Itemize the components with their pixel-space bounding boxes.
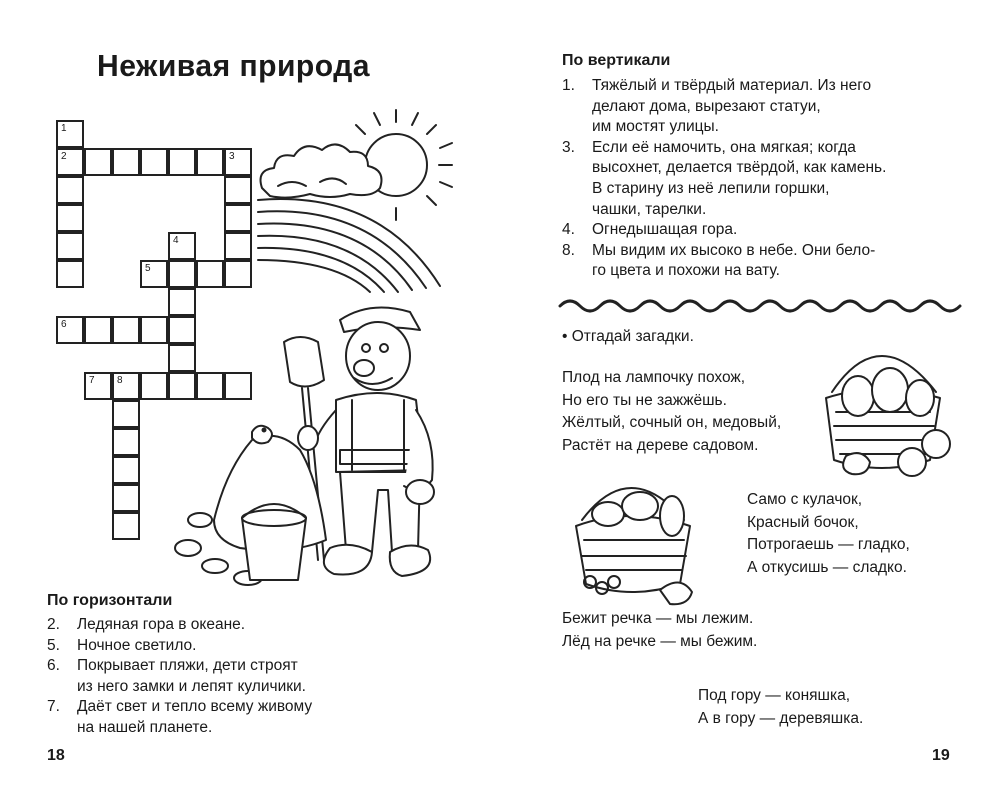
clue-number: 3.: [562, 138, 575, 156]
clue-text: из него замки и лепят куличики.: [77, 677, 306, 695]
clue-number: 5.: [47, 636, 60, 654]
crossword-cell[interactable]: [56, 260, 84, 288]
crossword-cell[interactable]: [168, 232, 196, 260]
crossword-cell[interactable]: [140, 148, 168, 176]
riddle-line: Лёд на речке — мы бежим.: [562, 632, 758, 650]
riddle-line: Бежит речка — мы лежим.: [562, 610, 754, 627]
riddle-line: Потрогаешь — гладко,: [747, 536, 910, 553]
crossword-cell[interactable]: [112, 456, 140, 484]
down-clues: [562, 76, 962, 282]
riddle-pear: [562, 367, 781, 457]
crossword-cell[interactable]: [112, 148, 140, 176]
clue-text: высохнет, делается твёрдой, как камень.: [592, 159, 887, 177]
crossword-cell[interactable]: [196, 148, 224, 176]
cell-number: 8: [117, 375, 123, 386]
clue-text: Даёт свет и тепло всему живому: [77, 698, 313, 716]
crossword-cell[interactable]: [112, 428, 140, 456]
clue-number: 2.: [47, 616, 60, 633]
riddle-line: Само с кулачок,: [747, 491, 863, 508]
crossword-cell[interactable]: [112, 484, 140, 512]
clue-text: на нашей планете.: [77, 718, 213, 736]
clue-item: [562, 241, 962, 282]
clue-item: [562, 220, 962, 241]
riddle-line: Жёлтый, сочный он, медовый,: [562, 414, 782, 431]
crossword-cell[interactable]: [196, 372, 224, 400]
clue-text: им мостят улицы.: [592, 118, 719, 136]
crossword-cell[interactable]: [112, 400, 140, 428]
clue-text: делают дома, вырезают статуи,: [592, 97, 821, 115]
clue-number: 1.: [562, 77, 575, 94]
crossword-cell[interactable]: [56, 316, 84, 344]
crossword-cell[interactable]: [140, 316, 168, 344]
riddle-line: А в гору — деревяшка.: [698, 709, 864, 727]
cell-number: 3: [229, 151, 235, 162]
page-number-right: 19: [932, 747, 950, 764]
crossword-cell[interactable]: [84, 372, 112, 400]
clue-text: Покрывает пляжи, дети строят: [77, 657, 298, 675]
task-instruction: • Отгадай загадки.: [562, 328, 694, 345]
riddle-line: Красный бочок,: [747, 513, 859, 531]
crossword-cell[interactable]: [56, 148, 84, 176]
clue-item: [562, 138, 962, 220]
crossword-cell[interactable]: [168, 288, 196, 316]
crossword-cell[interactable]: [84, 148, 112, 176]
clue-number: 4.: [562, 221, 575, 239]
crossword-cell[interactable]: [56, 120, 84, 148]
clue-item: [47, 636, 387, 657]
riddle-line: Под гору — коняшка,: [698, 687, 851, 704]
down-heading: По вертикали: [562, 52, 671, 69]
crossword-cell[interactable]: [224, 372, 252, 400]
crossword-cell[interactable]: [84, 316, 112, 344]
crossword-cell[interactable]: [168, 372, 196, 400]
crossword-cell[interactable]: [56, 204, 84, 232]
clue-item: [47, 615, 387, 636]
riddle-sled: [698, 685, 863, 730]
riddle-line: Плод на лампочку похож,: [562, 369, 746, 386]
clue-number: 7.: [47, 698, 60, 716]
crossword-cell[interactable]: [224, 176, 252, 204]
crossword-cell[interactable]: [224, 204, 252, 232]
crossword-cell[interactable]: [224, 232, 252, 260]
cell-number: 6: [61, 319, 67, 330]
crossword-cell[interactable]: [140, 372, 168, 400]
riddle-line: Но его ты не зажжёшь.: [562, 391, 727, 409]
crossword-cell[interactable]: [112, 316, 140, 344]
cell-number: 4: [173, 235, 179, 246]
clue-item: [47, 697, 387, 738]
crossword-cell[interactable]: [56, 232, 84, 260]
crossword-cell[interactable]: [168, 344, 196, 372]
clue-text: В старину из неё лепили горшки,: [592, 179, 830, 197]
crossword-cell[interactable]: [112, 512, 140, 540]
crossword-cell[interactable]: [168, 316, 196, 344]
clue-item: [562, 76, 962, 138]
clue-item: [47, 656, 387, 697]
crossword-cell[interactable]: [168, 260, 196, 288]
cell-number: 7: [89, 375, 95, 386]
crossword-cell[interactable]: [112, 372, 140, 400]
clue-number: 8.: [562, 241, 575, 259]
riddle-apple: [747, 489, 910, 579]
clue-text: Если её намочить, она мягкая; когда: [592, 138, 856, 156]
page-number-left: 18: [47, 747, 65, 764]
clue-text: Огнедышащая гора.: [592, 221, 738, 239]
cell-number: 2: [61, 151, 67, 162]
crossword-cell[interactable]: [168, 148, 196, 176]
across-clues: [47, 615, 387, 739]
page-title: Неживая природа: [97, 48, 371, 83]
clue-text: чашки, тарелки.: [592, 200, 707, 218]
crossword-cell[interactable]: [196, 260, 224, 288]
crossword-cell[interactable]: [224, 148, 252, 176]
clue-text: го цвета и похожи на вату.: [592, 262, 780, 280]
crossword-cell[interactable]: [224, 260, 252, 288]
clue-text: Ночное светило.: [77, 636, 197, 654]
cell-number: 5: [145, 263, 151, 274]
crossword-cell[interactable]: [56, 176, 84, 204]
riddle-line: Растёт на дереве садовом.: [562, 436, 759, 454]
riddle-ice: [562, 608, 757, 653]
clue-text: Тяжёлый и твёрдый материал. Из него: [592, 77, 872, 94]
crossword-cell[interactable]: [140, 260, 168, 288]
riddle-line: А откусишь — сладко.: [747, 558, 907, 576]
clue-number: 6.: [47, 657, 60, 675]
clue-text: Ледяная гора в океане.: [77, 616, 246, 633]
across-heading: По горизонтали: [47, 592, 173, 609]
cell-number: 1: [61, 123, 67, 134]
clue-text: Мы видим их высоко в небе. Они бело-: [592, 241, 876, 259]
